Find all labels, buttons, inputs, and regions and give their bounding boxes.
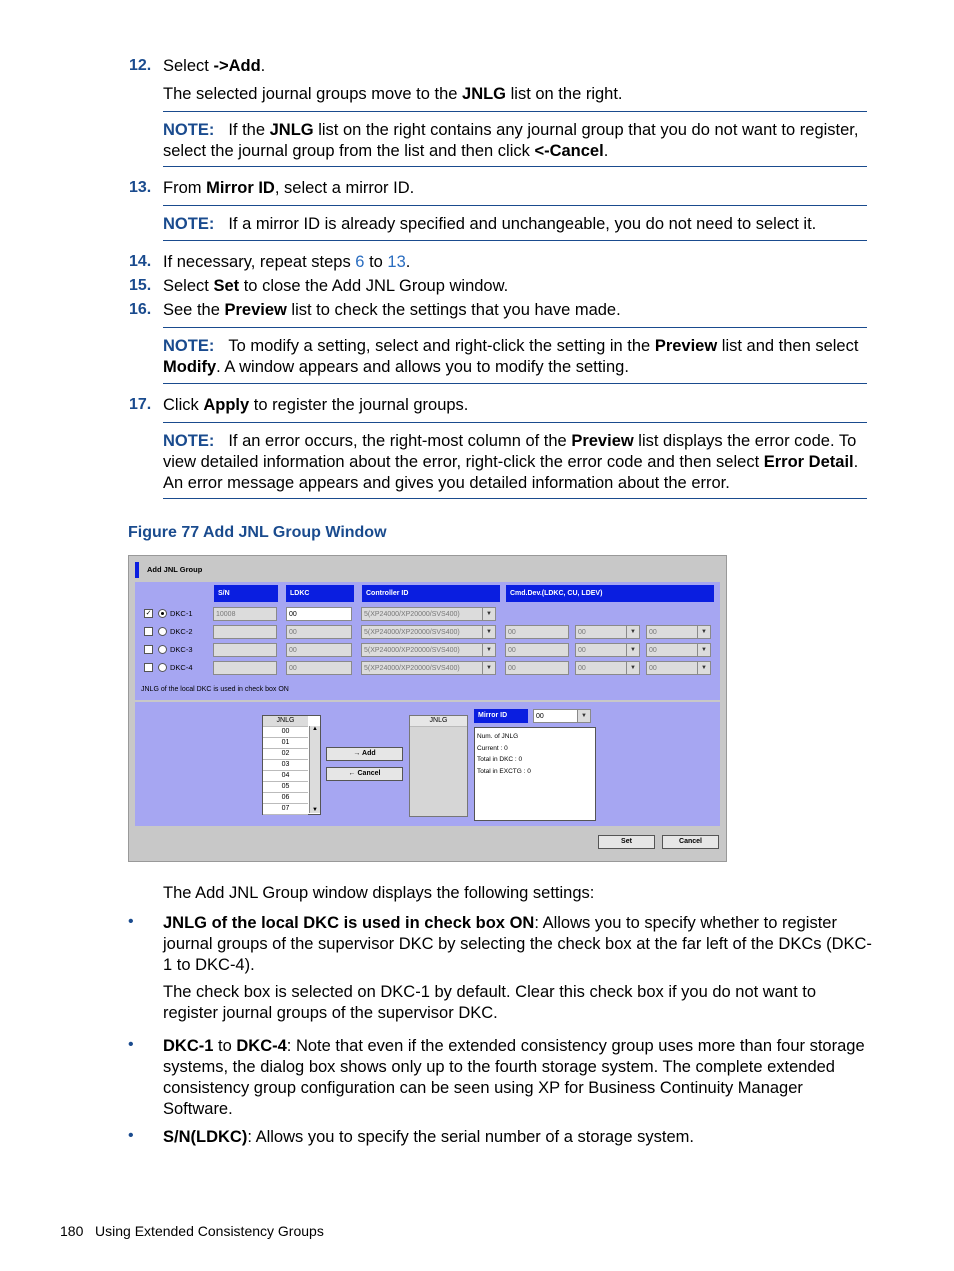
bullet-1-sub: The check box is selected on DKC-1 by default. Clear this check box if you do not want to register journal groups of the supervisor DKC.	[163, 983, 817, 1022]
bullet-text: : Allows you to specify whether to register journal groups of the supervisor DKC by selecting the check box at the far left of the DKCs (DKC-1 to DKC-4).	[163, 914, 872, 974]
dkc-4-label: DKC-4	[170, 663, 193, 672]
note-bold: Modify	[163, 358, 217, 376]
note-text: .	[603, 142, 609, 160]
bullet-bold: S/N(LDKC)	[163, 1128, 248, 1146]
select-value: 5(XP24000/XP20000/SVS400)	[364, 647, 460, 654]
step-text: .	[260, 57, 266, 75]
note-rule	[163, 327, 867, 328]
dkc-1-label: DKC-1	[170, 609, 193, 618]
note-bold: JNLG	[269, 121, 314, 139]
info-line: Total in EXCTG : 0	[477, 767, 531, 775]
note-rule	[163, 240, 867, 241]
select-value: 00	[578, 629, 586, 636]
info-line: Total in DKC : 0	[477, 756, 523, 763]
note-label: NOTE:	[163, 432, 215, 450]
note-rule	[163, 498, 867, 499]
bullet-bold: DKC-4	[236, 1037, 287, 1055]
note-text: . A window appears and allows you to modify the setting.	[216, 358, 629, 376]
note-12	[163, 120, 869, 162]
note-rule	[163, 111, 867, 112]
select-value: 00	[578, 665, 586, 672]
jnlg-list-item[interactable]: 05	[263, 782, 308, 793]
header-sn: S/N	[214, 585, 278, 602]
note-label: NOTE:	[163, 215, 215, 233]
add-button[interactable]: → Add	[326, 747, 403, 761]
note-16	[163, 336, 869, 378]
dkc-3-radio[interactable]	[158, 645, 167, 654]
mirror-id-label: Mirror ID	[474, 709, 528, 723]
intro-text: The Add JNL Group window displays the following settings:	[163, 884, 595, 902]
dkc-3-controller-select[interactable]	[361, 643, 496, 657]
figure-caption: Figure 77 Add JNL Group Window	[128, 524, 387, 541]
select-value: 00	[649, 629, 657, 636]
header-cmd-dev: Cmd.Dev.(LDKC, CU, LDEV)	[506, 585, 714, 602]
jnlg-list-item[interactable]: 07	[263, 804, 308, 815]
info-line: Num. of JNLG	[477, 733, 519, 740]
jnlg-panel	[135, 702, 720, 826]
dkc-2-sn-field[interactable]	[213, 625, 277, 639]
dkc-1-sn-field[interactable]: 10008	[213, 607, 277, 621]
dkc-3-checkbox[interactable]	[144, 645, 153, 654]
select-value: 5(XP24000/XP20000/SVS400)	[364, 611, 460, 618]
dkc-4-radio[interactable]	[158, 663, 167, 672]
chevron-down-icon: ▼	[626, 644, 639, 656]
dkc-2-controller-select[interactable]	[361, 625, 496, 639]
bullet-bold: JNLG of the local DKC is used in check box ON	[163, 914, 535, 932]
note-label: NOTE:	[163, 121, 215, 139]
dkc-3-cu-select[interactable]	[575, 643, 640, 657]
step-text: Click	[163, 396, 204, 414]
dkc-2-ldkc-field[interactable]: 00	[286, 625, 352, 639]
step-text: to	[364, 253, 388, 271]
chevron-down-icon: ▼	[697, 662, 710, 674]
note-rule	[163, 383, 867, 384]
dkc-2-ldkc-cmd-field[interactable]: 00	[505, 625, 569, 639]
local-dkc-note: JNLG of the local DKC is used in check box ON	[141, 686, 289, 693]
note-text: list displays the error code. To view detailed information about the error, right-click the error code and then select	[163, 432, 857, 471]
dkc-1-controller-select[interactable]	[361, 607, 496, 621]
step-bold: JNLG	[462, 85, 507, 103]
cancel-button[interactable]: Cancel	[662, 835, 719, 849]
step-text: , select a mirror ID.	[274, 179, 415, 197]
note-text: . An error message appears and gives you detailed information about the error.	[163, 453, 859, 492]
note-bold: Error Detail	[763, 453, 854, 471]
step-14-number: 14.	[129, 253, 152, 270]
dkc-2-cu-select[interactable]	[575, 625, 640, 639]
chevron-down-icon: ▼	[482, 644, 495, 656]
note-text: If a mirror ID is already specified and unchangeable, you do not need to select it.	[228, 215, 817, 233]
bullet-text: to	[213, 1037, 237, 1055]
dkc-4-sn-field[interactable]	[213, 661, 277, 675]
step-text: list to check the settings that you have made.	[286, 301, 621, 319]
bullet-dot: •	[128, 1127, 134, 1144]
dkc-3-ldkc-field[interactable]: 00	[286, 643, 352, 657]
jnlg-left-scrollbar[interactable]	[309, 726, 320, 813]
dkc-1-checkbox[interactable]: ✓	[145, 610, 152, 617]
dkc-2-ldev-select[interactable]	[646, 625, 711, 639]
step-14-text	[163, 252, 410, 273]
step-16-number: 16.	[129, 301, 152, 318]
note-label: NOTE:	[163, 337, 215, 355]
bullet-2	[163, 1036, 873, 1120]
step-link-13[interactable]: 13	[387, 253, 406, 271]
chevron-down-icon: ▼	[697, 626, 710, 638]
bullet-text: : Note that even if the extended consistency group uses more than four storage systems, the dialog box shows only up to the fourth storage system. The complete extended consistency group configuration can be seen using XP for Business Continuity Manager Software.	[163, 1037, 865, 1118]
note-17	[163, 431, 869, 494]
info-lines	[475, 728, 595, 780]
jnlg-list-item[interactable]: 01	[263, 738, 308, 749]
info-box	[474, 727, 596, 821]
window-title: Add JNL Group	[147, 565, 203, 574]
step-text: Select	[163, 57, 214, 75]
step-text: .	[405, 253, 411, 271]
step-text: If necessary, repeat steps	[163, 253, 356, 271]
dkc-3-label: DKC-3	[170, 645, 193, 654]
footer-title: Using Extended Consistency Groups	[95, 1223, 324, 1239]
step-text: The selected journal groups move to the	[163, 85, 463, 103]
header-controller-id: Controller ID	[362, 585, 500, 602]
chevron-down-icon: ▼	[482, 608, 495, 620]
bullet-3	[163, 1127, 873, 1148]
chevron-down-icon: ▼	[626, 662, 639, 674]
cancel-move-button[interactable]: ← Cancel	[326, 767, 403, 781]
jnlg-right-header: JNLG	[410, 716, 467, 727]
select-value: 5(XP24000/XP20000/SVS400)	[364, 629, 460, 636]
dkc-3-ldkc-cmd-field[interactable]: 00	[505, 643, 569, 657]
note-text: list on the right contains any journal group that you do not want to register, select the journal group from the list and then click	[163, 121, 859, 160]
step-link-6[interactable]: 6	[355, 253, 365, 271]
jnlg-right-list[interactable]	[409, 715, 468, 817]
note-bold: Preview	[571, 432, 634, 450]
chevron-down-icon: ▼	[482, 626, 495, 638]
note-bold: Preview	[654, 337, 718, 355]
dkc-2-radio[interactable]	[158, 627, 167, 636]
page-number: 180	[60, 1223, 84, 1239]
dkc-4-checkbox[interactable]	[144, 663, 153, 672]
step-16-text	[163, 300, 621, 321]
dkc-4-ldkc-field[interactable]: 00	[286, 661, 352, 675]
note-rule	[163, 422, 867, 423]
jnlg-list-item[interactable]: 03	[263, 760, 308, 771]
step-text: Select	[163, 277, 214, 295]
info-line: Current : 0	[477, 744, 508, 752]
dkc-1-radio[interactable]	[158, 609, 167, 618]
step-13-text	[163, 178, 414, 199]
step-17-text	[163, 395, 468, 416]
note-text: list and then select	[717, 337, 859, 355]
select-value: 00	[649, 665, 657, 672]
step-bold: Set	[213, 277, 240, 295]
note-text: If an error occurs, the right-most column of the	[228, 432, 572, 450]
header-ldkc: LDKC	[286, 585, 354, 602]
step-13-number: 13.	[129, 179, 152, 196]
step-12-text	[163, 56, 265, 77]
page-footer	[60, 1223, 324, 1239]
dkc-panel	[135, 582, 720, 700]
step-text: to register the journal groups.	[249, 396, 469, 414]
mirror-id-select[interactable]	[533, 709, 591, 723]
step-15-text	[163, 276, 508, 297]
dkc-1-ldkc-field[interactable]: 00	[286, 607, 352, 621]
jnlg-list-item[interactable]: 02	[263, 749, 308, 760]
scroll-up-icon[interactable]: ▲	[312, 726, 318, 732]
step-17-number: 17.	[129, 396, 152, 413]
dkc-4-ldkc-cmd-field[interactable]: 00	[505, 661, 569, 675]
step-text: From	[163, 179, 207, 197]
title-marker	[135, 562, 139, 578]
scroll-down-icon[interactable]: ▼	[312, 807, 318, 813]
select-value: 00	[536, 713, 544, 720]
set-button[interactable]: Set	[598, 835, 655, 849]
step-text: to close the Add JNL Group window.	[239, 277, 509, 295]
bullet-1	[163, 913, 873, 976]
dkc-3-sn-field[interactable]	[213, 643, 277, 657]
bullet-dot: •	[128, 1036, 134, 1053]
step-text: See the	[163, 301, 225, 319]
dkc-2-checkbox[interactable]	[144, 627, 153, 636]
dkc-4-ldev-select[interactable]	[646, 661, 711, 675]
note-bold: <-Cancel	[534, 142, 604, 160]
chevron-down-icon: ▼	[697, 644, 710, 656]
dkc-4-cu-select[interactable]	[575, 661, 640, 675]
step-text: list on the right.	[506, 85, 623, 103]
note-rule	[163, 166, 867, 167]
jnlg-list-item[interactable]: 06	[263, 793, 308, 804]
note-rule	[163, 205, 867, 206]
step-bold: Preview	[224, 301, 287, 319]
jnlg-left-list[interactable]	[262, 715, 321, 815]
jnlg-left-header: JNLG	[263, 716, 308, 727]
dkc-4-controller-select[interactable]	[361, 661, 496, 675]
chevron-down-icon: ▼	[626, 626, 639, 638]
bullet-text: : Allows you to specify the serial number of a storage system.	[247, 1128, 694, 1146]
add-jnl-group-window	[128, 555, 727, 862]
dkc-2-label: DKC-2	[170, 627, 193, 636]
step-12-detail	[163, 84, 623, 105]
dkc-3-ldev-select[interactable]	[646, 643, 711, 657]
step-bold: Apply	[203, 396, 250, 414]
note-text: To modify a setting, select and right-click the setting in the	[228, 337, 655, 355]
select-value: 00	[649, 647, 657, 654]
note-text: If the	[228, 121, 270, 139]
note-13	[163, 214, 869, 235]
step-bold: Mirror ID	[206, 179, 275, 197]
select-value: 5(XP24000/XP20000/SVS400)	[364, 665, 460, 672]
step-12-number: 12.	[129, 57, 152, 74]
jnlg-list-item[interactable]: 00	[263, 727, 308, 738]
step-bold: ->Add	[213, 57, 261, 75]
chevron-down-icon: ▼	[482, 662, 495, 674]
jnlg-list-item[interactable]: 04	[263, 771, 308, 782]
bullet-bold: DKC-1	[163, 1037, 214, 1055]
step-15-number: 15.	[129, 277, 152, 294]
chevron-down-icon: ▼	[577, 710, 590, 722]
bullet-dot: •	[128, 913, 134, 930]
select-value: 00	[578, 647, 586, 654]
